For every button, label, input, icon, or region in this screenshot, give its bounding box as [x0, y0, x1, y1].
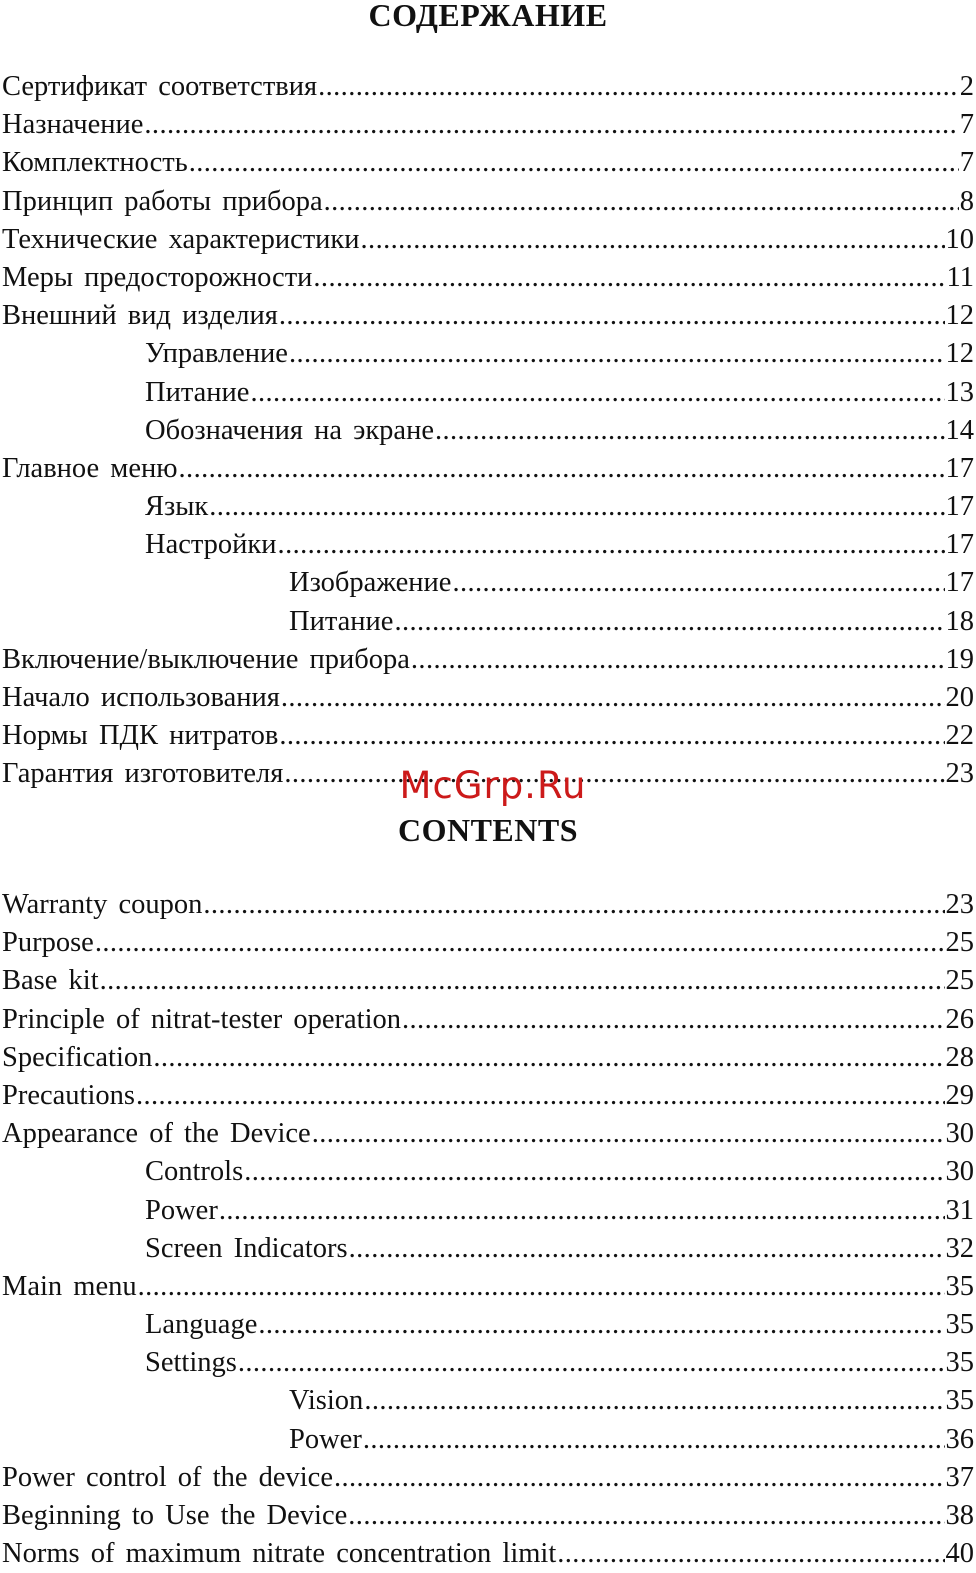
dot-leader: [238, 1344, 945, 1382]
toc-entry-page: 30: [945, 1118, 974, 1150]
toc-entry-title: Main menu: [2, 1270, 137, 1302]
toc-entry-page: 17: [945, 491, 974, 523]
toc-entry-title: Settings: [145, 1347, 237, 1379]
dot-leader: [136, 1077, 945, 1115]
dot-leader: [278, 526, 945, 564]
toc-entry: [2, 526, 974, 564]
dot-leader: [394, 603, 944, 641]
toc-entry: [2, 962, 974, 1000]
dot-leader: [324, 183, 959, 221]
toc-entry: [2, 886, 974, 924]
toc-entry: [2, 68, 974, 106]
toc-entry: [2, 1115, 974, 1153]
dot-leader: [411, 641, 945, 679]
toc-entry-title: Beginning to Use the Device: [2, 1500, 348, 1531]
dot-leader: [348, 1497, 944, 1535]
dot-leader: [244, 1153, 944, 1191]
toc-entry-page: 23: [945, 889, 974, 920]
dot-leader: [452, 564, 944, 602]
dot-leader: [258, 1306, 944, 1344]
toc-entry-title: Назначение: [2, 109, 144, 141]
toc-entry: [2, 450, 974, 488]
toc-entry: [2, 924, 974, 962]
dot-leader: [349, 1230, 945, 1268]
toc-entry-page: 7: [959, 109, 974, 141]
toc-entry-title: Language: [145, 1309, 258, 1341]
toc-entry: [2, 1497, 974, 1535]
dot-leader: [312, 1115, 945, 1153]
toc-entry: [2, 1421, 974, 1459]
toc-entry-title: Гарантия изготовителя: [2, 758, 284, 790]
dot-leader: [153, 1039, 944, 1077]
toc-entry-page: 37: [945, 1461, 974, 1493]
dot-leader: [557, 1535, 944, 1573]
dot-leader: [279, 717, 944, 755]
russian-contents-heading: СОДЕРЖАНИЕ: [368, 0, 608, 33]
toc-entry: [2, 1153, 974, 1191]
toc-entry-title: Нормы ПДК нитратов: [2, 720, 279, 752]
toc-entry-page: 19: [945, 643, 974, 675]
toc-entry-title: Начало использования: [2, 682, 280, 713]
toc-entry-page: 17: [945, 529, 974, 561]
toc-entry-title: Обозначения на экране: [145, 414, 434, 446]
toc-entry-page: 20: [945, 682, 974, 713]
toc-entry: [2, 106, 974, 144]
dot-leader: [179, 450, 945, 488]
dot-leader: [95, 924, 945, 962]
toc-entry-page: 26: [945, 1003, 974, 1035]
toc-entry-page: 13: [945, 376, 974, 408]
dot-leader: [138, 1268, 945, 1306]
toc-entry-title: Язык: [145, 491, 209, 523]
toc-entry-title: Purpose: [2, 927, 94, 959]
toc-entry-page: 35: [945, 1270, 974, 1302]
toc-entry-page: 12: [945, 300, 974, 332]
toc-entry-page: 14: [945, 414, 974, 446]
toc-entry: [2, 1077, 974, 1115]
dot-leader: [250, 374, 944, 412]
toc-entry-page: 12: [945, 338, 974, 370]
dot-leader: [100, 962, 945, 1000]
toc-entry: [2, 488, 974, 526]
toc-entry-page: 11: [946, 261, 974, 293]
dot-leader: [203, 886, 944, 924]
toc-entry-page: 28: [945, 1041, 974, 1073]
toc-entry-page: 17: [945, 567, 974, 599]
dot-leader: [279, 297, 945, 335]
toc-entry-title: Base kit: [2, 965, 99, 997]
toc-entry-page: 32: [945, 1232, 974, 1264]
toc-entry: [2, 259, 974, 297]
toc-entry-page: 35: [945, 1347, 974, 1379]
toc-entry: [2, 1001, 974, 1039]
toc-entry-page: 22: [945, 720, 974, 752]
dot-leader: [402, 1001, 945, 1039]
toc-entry: [2, 412, 974, 450]
toc-entry-page: 10: [945, 223, 974, 255]
toc-entry-title: Power: [289, 1423, 362, 1455]
toc-entry: [2, 1344, 974, 1382]
toc-entry-title: Specification: [2, 1041, 153, 1073]
toc-entry: [2, 297, 974, 335]
toc-entry-page: 31: [945, 1194, 974, 1226]
english-toc-list: [2, 886, 974, 1573]
toc-entry-page: 7: [959, 147, 974, 179]
toc-entry: [2, 564, 974, 602]
toc-entry: [2, 221, 974, 259]
dot-leader: [364, 1382, 944, 1420]
toc-entry-title: Power control of the device: [2, 1461, 333, 1493]
dot-leader: [144, 106, 958, 144]
toc-entry: [2, 717, 974, 755]
toc-entry-page: 2: [959, 71, 974, 102]
dot-leader: [281, 679, 945, 717]
toc-entry-title: Сертификат соответствия: [2, 71, 318, 102]
toc-entry-title: Управление: [145, 338, 288, 370]
dot-leader: [361, 221, 945, 259]
toc-entry-title: Power: [145, 1194, 218, 1226]
dot-leader: [189, 144, 959, 182]
toc-entry: [2, 144, 974, 182]
toc-entry-page: 29: [945, 1079, 974, 1111]
dot-leader: [435, 412, 945, 450]
toc-entry: [2, 1382, 974, 1420]
dot-leader: [334, 1459, 945, 1497]
toc-entry-title: Principle of nitrat-tester operation: [2, 1003, 401, 1035]
toc-entry-title: Настройки: [145, 529, 277, 561]
toc-entry-page: 8: [959, 185, 974, 217]
english-contents-heading: CONTENTS: [397, 812, 579, 848]
dot-leader: [219, 1192, 945, 1230]
toc-entry-page: 18: [945, 605, 974, 637]
watermark-text: McGrp.Ru: [399, 764, 587, 807]
toc-entry-title: Внешний вид изделия: [2, 300, 278, 332]
toc-entry: [2, 335, 974, 373]
dot-leader: [289, 335, 945, 373]
toc-entry-page: 40: [945, 1538, 974, 1570]
toc-entry: [2, 1039, 974, 1077]
toc-entry-page: 25: [945, 927, 974, 959]
toc-entry-title: Питание: [145, 376, 250, 408]
toc-entry-title: Precautions: [2, 1079, 135, 1111]
toc-entry-page: 23: [945, 758, 974, 790]
toc-entry-page: 25: [945, 965, 974, 997]
toc-entry-page: 30: [945, 1156, 974, 1188]
toc-entry-title: Изображение: [289, 567, 452, 599]
toc-entry-title: Технические характеристики: [2, 223, 360, 255]
toc-entry-title: Warranty coupon: [2, 889, 203, 920]
toc-entry-title: Norms of maximum nitrate concentration limit: [2, 1538, 557, 1570]
dot-leader: [313, 259, 945, 297]
toc-entry-page: 35: [945, 1385, 974, 1417]
toc-entry: [2, 1268, 974, 1306]
toc-entry-title: Главное меню: [2, 452, 178, 484]
toc-entry-title: Принцип работы прибора: [2, 185, 323, 217]
toc-entry-page: 36: [945, 1423, 974, 1455]
toc-entry-title: Vision: [289, 1385, 364, 1417]
toc-entry: [2, 603, 974, 641]
toc-entry-title: Appearance of the Device: [2, 1118, 311, 1150]
toc-entry: [2, 1192, 974, 1230]
toc-entry-page: 35: [945, 1309, 974, 1341]
toc-entry-page: 38: [945, 1500, 974, 1531]
toc-entry: [2, 1535, 974, 1573]
dot-leader: [318, 68, 959, 106]
toc-entry-title: Включение/выключение прибора: [2, 643, 410, 675]
toc-entry: [2, 679, 974, 717]
dot-leader: [363, 1421, 945, 1459]
toc-entry: [2, 641, 974, 679]
toc-entry: [2, 1459, 974, 1497]
toc-entry: [2, 1230, 974, 1268]
toc-entry-title: Комплектность: [2, 147, 188, 179]
russian-toc-list: [2, 68, 974, 794]
toc-entry-title: Screen Indicators: [145, 1232, 348, 1264]
toc-entry: [2, 1306, 974, 1344]
toc-entry: [2, 183, 974, 221]
toc-entry-title: Controls: [145, 1156, 244, 1188]
toc-entry: [2, 374, 974, 412]
toc-entry-title: Питание: [289, 605, 394, 637]
toc-entry-title: Меры предосторожности: [2, 261, 313, 293]
dot-leader: [209, 488, 944, 526]
toc-entry-page: 17: [945, 452, 974, 484]
